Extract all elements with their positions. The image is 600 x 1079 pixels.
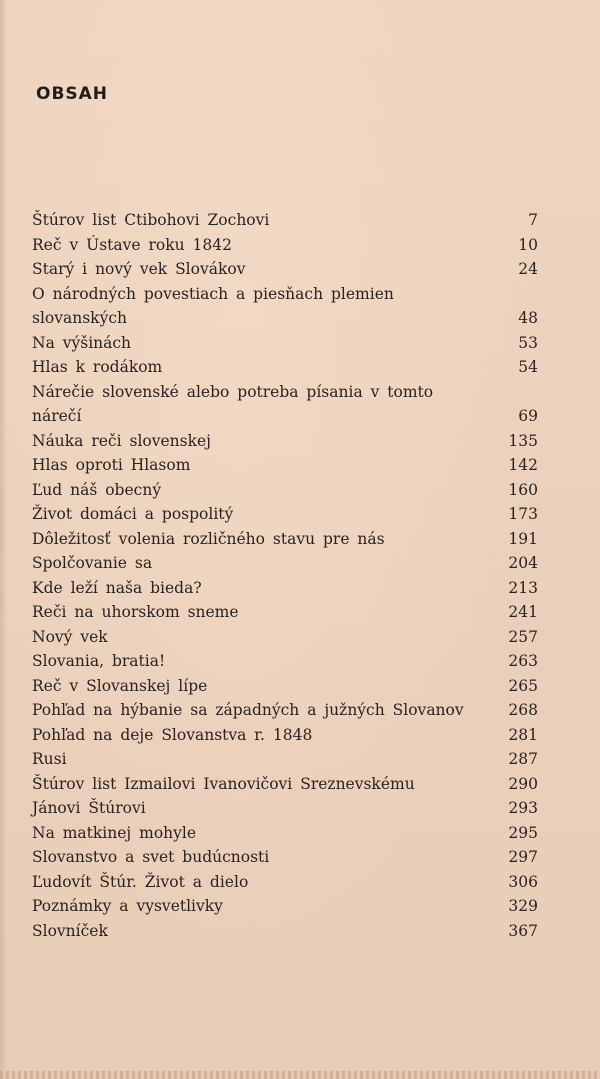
toc-entry-page-number: 297 (508, 848, 538, 866)
toc-entry-title: Reč v Slovanskej lípe (32, 676, 208, 695)
toc-entry-page-number: 241 (508, 603, 538, 621)
toc-entry (32, 821, 538, 846)
toc-entry-title: Slovníček (32, 921, 108, 940)
toc-entry (32, 478, 538, 503)
toc-entry-title: Štúrov list Izmailovi Ivanovičovi Sreznevskému (32, 774, 415, 793)
toc-entry (32, 796, 538, 821)
toc-entry-title: Na výšinách (32, 333, 132, 352)
toc-entry-title: Hlas k rodákom (32, 358, 163, 376)
toc-entry-page-number: 263 (508, 652, 538, 670)
toc-entry-page-number: 54 (518, 358, 538, 376)
table-of-contents (32, 208, 538, 943)
toc-entry-title: Spolčovanie sa (32, 554, 153, 572)
toc-entry (32, 894, 538, 919)
toc-entry-page-number: 191 (508, 529, 538, 548)
toc-entry-title: Hlas oproti Hlasom (32, 456, 191, 474)
toc-entry-title: Rusi (32, 750, 67, 768)
toc-entry-title: Reči na uhorskom sneme (32, 603, 239, 621)
toc-entry-page-number: 10 (518, 235, 538, 254)
toc-entry (32, 233, 538, 258)
toc-entry-page-number: 295 (508, 823, 538, 842)
toc-entry (32, 551, 538, 576)
toc-entry (32, 698, 538, 723)
toc-entry (32, 429, 538, 454)
toc-entry-page-number: 281 (508, 725, 538, 744)
toc-entry (32, 772, 538, 797)
toc-entry-page-number: 290 (508, 774, 538, 793)
toc-entry-page-number: 53 (518, 333, 538, 352)
toc-entry-title: Starý i nový vek Slovákov (32, 260, 246, 278)
toc-entry-title: Život domáci a pospolitý (32, 505, 234, 523)
toc-entry-page-number: 257 (508, 627, 538, 646)
toc-entry-title: Dôležitosť volenia rozličného stavu pre nás (32, 529, 385, 548)
toc-entry (32, 723, 538, 748)
toc-entry (32, 870, 538, 895)
toc-entry (32, 649, 538, 674)
toc-entry-page-number: 306 (508, 872, 538, 891)
toc-entry-page-number: 48 (518, 309, 538, 327)
toc-entry-title: Slovanstvo a svet budúcnosti (32, 848, 270, 866)
toc-entry-page-number: 268 (508, 701, 538, 719)
toc-entry (32, 331, 538, 356)
toc-entry-title: Jánovi Štúrovi (32, 799, 146, 817)
toc-entry-title: Ľudovít Štúr. Život a dielo (32, 872, 249, 891)
toc-entry-page-number: 367 (508, 921, 538, 940)
toc-entry (32, 600, 538, 625)
toc-entry (32, 453, 538, 478)
toc-entry-page-number: 204 (508, 554, 538, 572)
toc-entry-title: Slovania, bratia! (32, 652, 166, 670)
toc-entry-title: Náuka reči slovenskej (32, 431, 211, 450)
toc-entry-page-number: 69 (518, 407, 538, 425)
toc-entry-title: Reč v Ústave roku 1842 (32, 235, 232, 254)
toc-entry-title: Kde leží naša bieda? (32, 578, 202, 597)
toc-entry-page-number: 329 (508, 897, 538, 915)
toc-entry-title: Štúrov list Ctibohovi Zochovi (32, 211, 270, 229)
toc-entry-page-number: 173 (508, 505, 538, 523)
toc-entry (32, 208, 538, 233)
toc-entry-title: Pohľad na deje Slovanstva r. 1848 (32, 725, 313, 744)
toc-entry (32, 502, 538, 527)
toc-entry-page-number: 135 (508, 431, 538, 450)
toc-entry-page-number: 7 (528, 211, 538, 229)
toc-entry-title: Poznámky a vysvetlivky (32, 897, 223, 915)
toc-entry (32, 257, 538, 282)
toc-entry-title: Nárečie slovenské alebo potreba písania v tomto nárečí (32, 382, 434, 425)
toc-entry-page-number: 213 (508, 578, 538, 597)
toc-entry-page-number: 287 (508, 750, 538, 768)
toc-entry (32, 845, 538, 870)
toc-entry-page-number: 142 (508, 456, 538, 474)
toc-entry-title: Ľud náš obecný (32, 480, 162, 499)
toc-entry (32, 527, 538, 552)
toc-entry (32, 380, 538, 429)
toc-entry-page-number: 293 (508, 799, 538, 817)
toc-entry (32, 625, 538, 650)
toc-entry-title: O národných povestiach a piesňach plemien slovanských (32, 284, 394, 327)
toc-entry-title: Nový vek (32, 627, 108, 646)
toc-entry (32, 919, 538, 944)
toc-entry (32, 282, 538, 331)
toc-entry (32, 674, 538, 699)
contents-heading: OBSAH (36, 84, 109, 104)
toc-entry (32, 576, 538, 601)
toc-entry (32, 355, 538, 380)
toc-entry-page-number: 265 (508, 676, 538, 695)
toc-entry-title: Pohľad na hýbanie sa západných a južných Slovanov (32, 701, 464, 719)
toc-entry-page-number: 160 (508, 480, 538, 499)
page-bottom-edge (0, 1071, 600, 1079)
toc-entry-page-number: 24 (518, 260, 538, 278)
page-left-edge (0, 0, 7, 1079)
toc-entry (32, 747, 538, 772)
toc-entry-title: Na matkinej mohyle (32, 823, 197, 842)
